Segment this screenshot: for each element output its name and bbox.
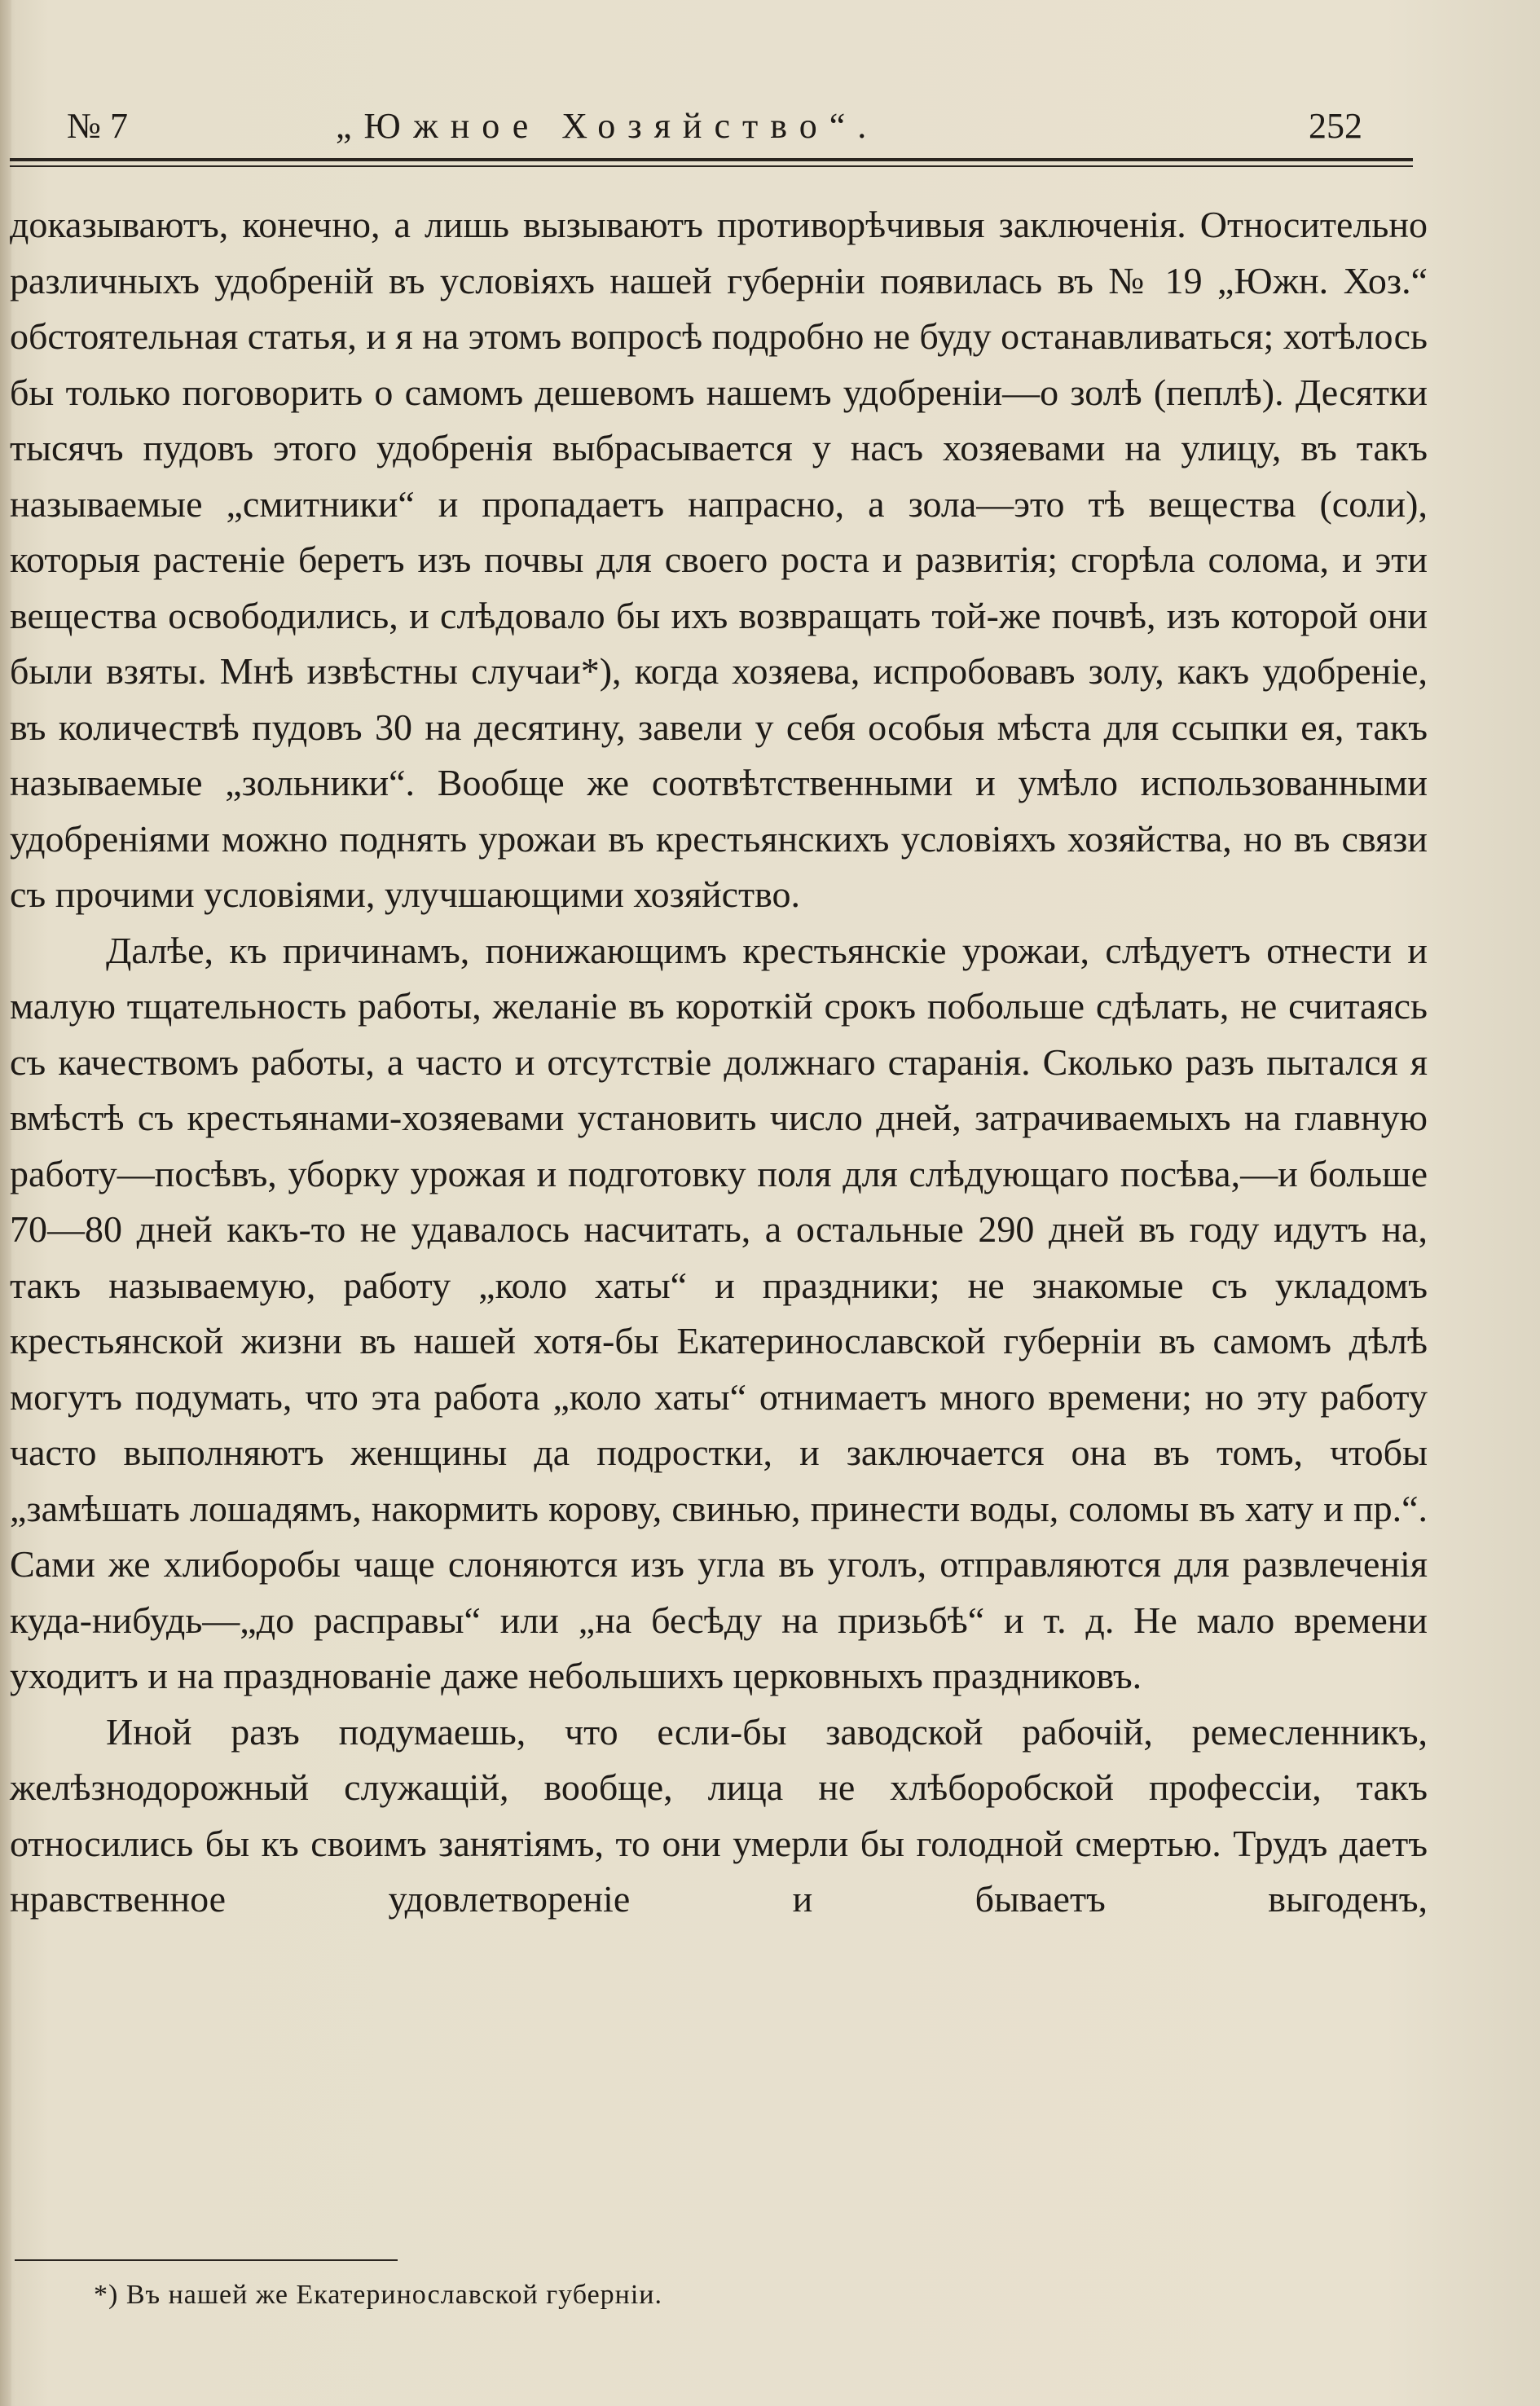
- header-rule-thin: [10, 165, 1413, 167]
- paragraph-1: доказываютъ, конечно, а лишь вызываютъ противорѣчивыя заключенія. Относительно различныхъ удобреній въ условіяхъ нашей губерніи появилась въ № 19 „Южн. Хоз.“ обстоятельная статья, и я на этомъ вопросѣ подробно не буду останавливаться; хотѣлось бы только поговорить о самомъ дешевомъ нашемъ удобреніи—о золѣ (пеплѣ). Десятки тысячъ пудовъ этого удобренія выбрасывается у насъ хозяевами на улицу, въ такъ называемые „смитники“ и пропадаетъ напрасно, а зола—это тѣ вещества (соли), которыя растеніе беретъ изъ почвы для своего роста и развитія; сгорѣла солома, и эти вещества освободились, и слѣдовало бы ихъ возвращать той-же почвѣ, изъ которой они были взяты. Мнѣ извѣстны случаи*), когда хозяева, испробовавъ золу, какъ удобреніе, въ количествѣ пудовъ 30 на десятину, завели у себя особыя мѣста для ссыпки ея, такъ называемые „зольники“. Вообще же соотвѣтственными и умѣло использованными удобреніями можно поднять урожаи въ крестьянскихъ условіяхъ хозяйства, но въ связи съ прочими условіями, улучшающими хозяйство.: [10, 204, 1428, 915]
- running-header: [67, 98, 1362, 155]
- body-text: [10, 197, 1428, 1928]
- page-number: 252: [1309, 106, 1362, 146]
- header-rule-thick: [10, 158, 1413, 161]
- footnote: *) Въ нашей же Екатеринославской губерніи.: [94, 2280, 662, 2310]
- footnote-rule: [15, 2259, 398, 2261]
- journal-title: „Южное Хозяйство“.: [336, 106, 879, 146]
- issue-number: № 7: [67, 106, 128, 146]
- paragraph-3: Иной разъ подумаешь, что если-бы заводской рабочій, ремесленникъ, желѣзнодорожный служащій, вообще, лица не хлѣборобской профессіи, такъ относились бы къ своимъ занятіямъ, то они умерли бы голодной смертью. Трудъ даетъ нравственное удовлетвореніе и бываетъ выгоденъ,: [10, 1710, 1428, 1920]
- paragraph-2: Далѣе, къ причинамъ, понижающимъ крестьянскіе урожаи, слѣдуетъ отнести и малую тщательность работы, желаніе въ короткій срокъ побольше сдѣлать, не считаясь съ качествомъ работы, а часто и отсутствіе должнаго старанія. Сколько разъ пытался я вмѣстѣ съ крестьянами-хозяевами установить число дней, затрачиваемыхъ на главную работу—посѣвъ, уборку урожая и подготовку поля для слѣдующаго посѣва,—и больше 70—80 дней какъ-то не удавалось насчитать, а остальные 290 дней въ году идутъ на, такъ называемую, работу „коло хаты“ и праздники; не знакомые съ укладомъ крестьянской жизни въ нашей хотя-бы Екатеринославской губерніи въ самомъ дѣлѣ могутъ подумать, что эта работа „коло хаты“ отнимаетъ много времени; но эту работу часто выполняютъ женщины да подростки, и заключается она въ томъ, чтобы „замѣшать лошадямъ, накормить корову, свинью, принести воды, соломы въ хату и пр.“. Сами же хлиборобы чаще слоняются изъ угла въ уголъ, отправляются для развлеченія куда-нибудь—„до расправы“ или „на бесѣду на призьбѣ“ и т. д. Не мало времени уходитъ и на празднованіе даже небольшихъ церковныхъ праздниковъ.: [10, 929, 1428, 1696]
